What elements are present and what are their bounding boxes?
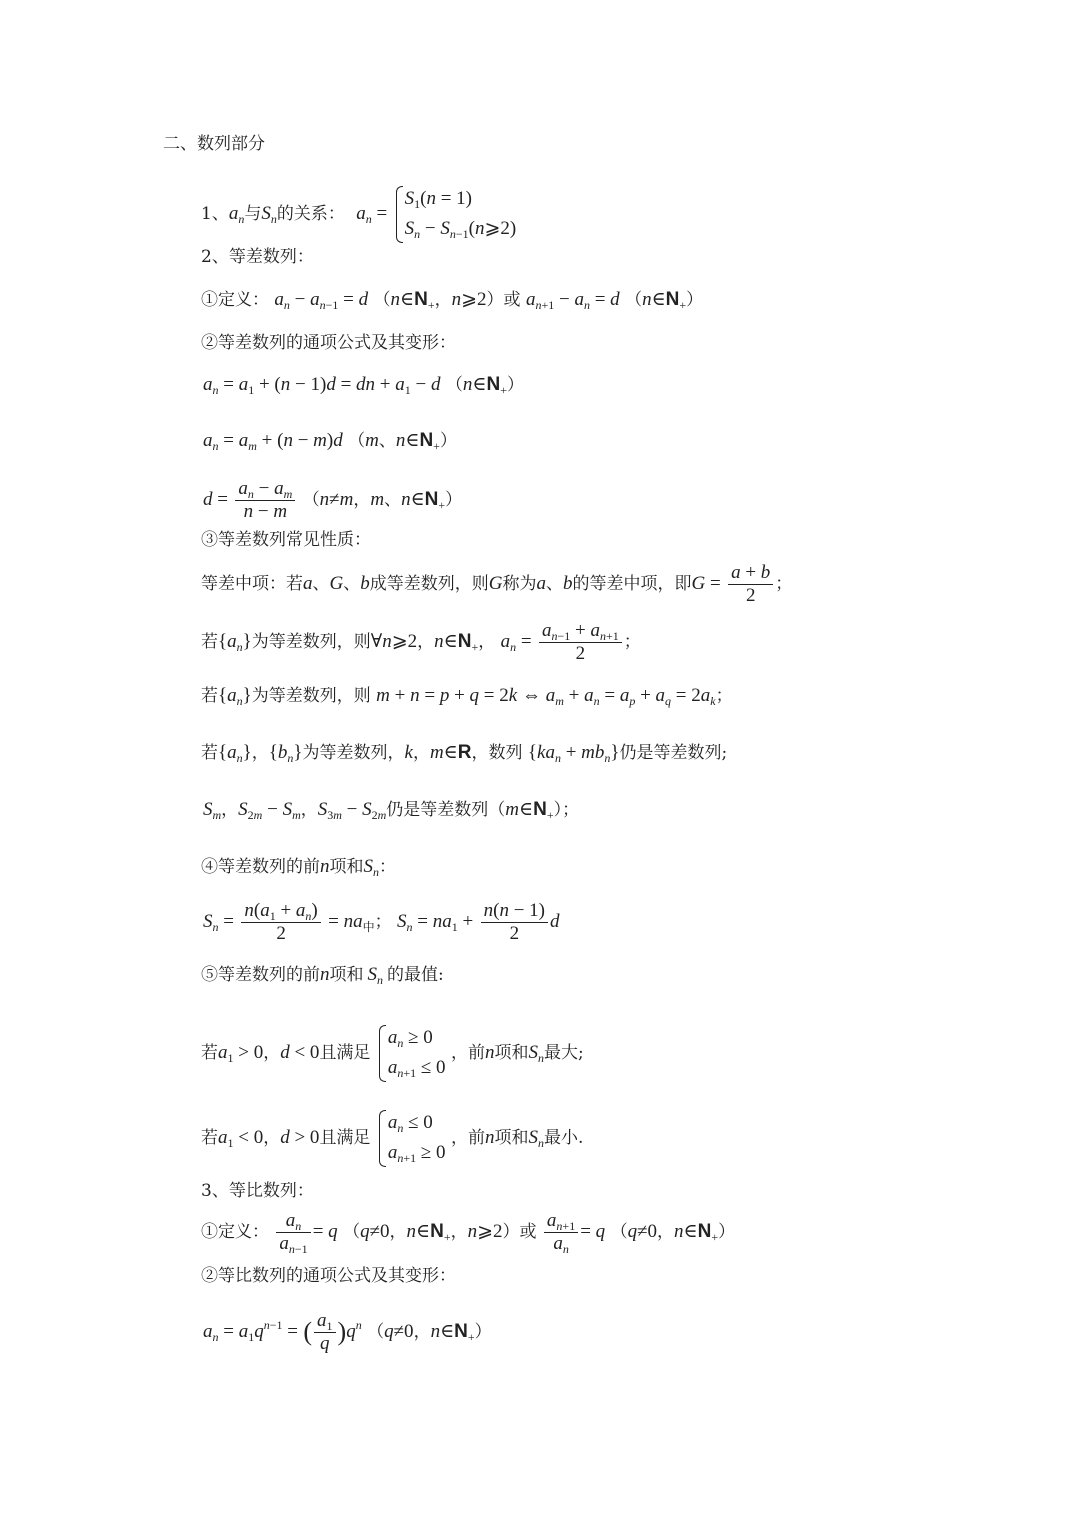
formula-an-2: $a_n = a_m + (n - m)d$ （m、$n\in N_+$） <box>203 430 457 453</box>
arith-property-3: 若$\{a_n\}$，$\{b_n\}$为等差数列，k，m∈R，数列 $\{ka_n + mb_n\}$仍是等差数列; <box>201 742 728 765</box>
sum-formula: $S_n$ = $\frac{n(a_1 + a_n)}{2}$ = $na_中$； $S_n = na_1$ + $\frac{n(n - 1)}{2}$ d <box>203 900 560 944</box>
arith-property-1: 若$\{a_n\}$为等差数列，则∀n⩾2，$n\in N_+$， $a_n$ = $\frac{a_{n-1} + a_{n+1}}{2}$ ； <box>201 620 641 664</box>
arith-definition: ①定义： $a_n - a_{n-1} = d$ （$n\in N_+$，n⩾2）或 $a_{n+1} - a_n = d$ $(n\in N_+)$ <box>201 289 704 312</box>
geo-general-title: ②等比数列的通项公式及其变形： <box>201 1266 456 1286</box>
properties-title: ③等差数列常见性质： <box>201 530 371 550</box>
arith-middle-term: 等差中项：若a、G、b成等差数列，则G称为a、b的等差中项，即G = $\frac{a + b}{2}$ ； <box>201 562 793 606</box>
piecewise-formula: $S_1(n = 1)$ $S_n$ − $S_{n-1}(n⩾2)$ <box>393 184 517 245</box>
item3-title: 3、等比数列： <box>201 1181 314 1201</box>
section-title: 二、数列部分 <box>163 134 265 154</box>
geo-definition: ①定义： $\frac{a_n}{a_{n-1}}$ = q （q≠0，$n\in N_+$，n⩾2）或 $\frac{a_{n+1}}{a_n}$ = q （q≠0，$n\in N_+$） <box>201 1210 736 1256</box>
item2-title: 2、等差数列： <box>201 247 314 267</box>
general-formula-title: ②等差数列的通项公式及其变形： <box>201 333 456 353</box>
geo-formula: $a_n = a_1q^{n-1}$ = ( $\frac{a_1}{q}$ )$q^n$ （q≠0，$n\in N_+$） <box>203 1310 492 1354</box>
arith-property-4: $S_m$，$S_{2m} - S_m$，$S_{3m} - S_{2m}$仍是等差数列$(m\in N_+)$； <box>203 799 580 822</box>
extreme-max: 若$a_1 > 0$，d < 0且满足 $a_n \ge 0$ $a_{n+1} \le 0$ ，前n项和$S_n$最大; <box>201 1023 584 1084</box>
formula-d: d = $\frac{a_n - a_m}{n - m}$ （n≠m，m、$n\in N_+$） <box>203 478 463 522</box>
arith-property-2: 若$\{a_n\}$为等差数列，则 m + n = p + q = 2k ⇔ $a_m + a_n = a_p + a_q = 2a_k$； <box>201 685 733 708</box>
sum-title: ④等差数列的前n项和$S_n$： <box>201 856 396 879</box>
formula-an-1: $a_n = a_1 + (n - 1)d$ = dn + $a_1 - d$ $(n\in N_+)$ <box>203 374 524 397</box>
extreme-min: 若$a_1 < 0$，d > 0且满足 $a_n \le 0$ $a_{n+1} \ge 0$ ，前n项和$S_n$最小. <box>201 1108 583 1169</box>
relation-an-sn: 1、$a_n$与$S_n$的关系： $a_n$ = $S_1(n = 1)$ $S_n$ − $S_{n-1}(n⩾2)$ <box>201 184 516 245</box>
extreme-title: ⑤等差数列的前n项和 $S_n$ 的最值: <box>201 964 444 987</box>
